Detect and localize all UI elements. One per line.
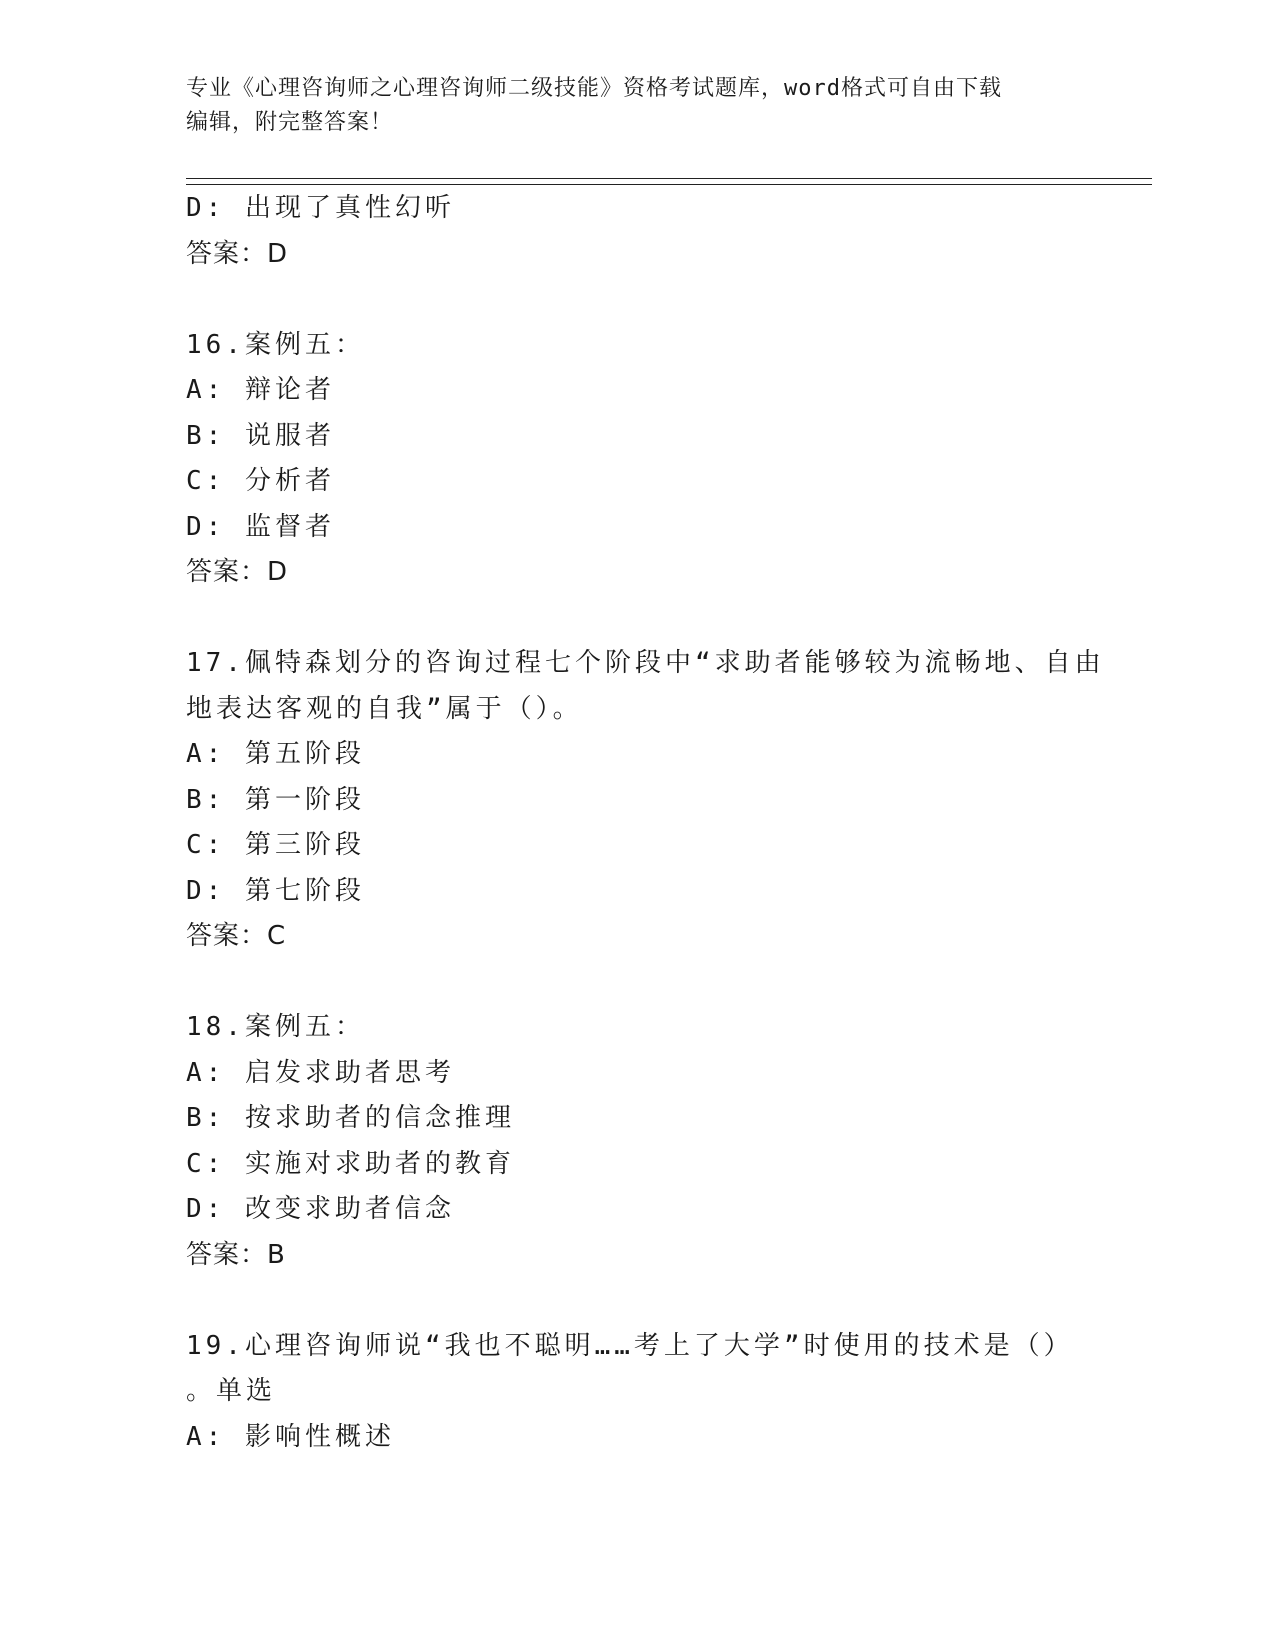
spacer (186, 960, 1086, 1006)
answer-line: 答案：D (186, 238, 289, 269)
question-stem-line-2: 地表达客观的自我”属于（）。 (186, 693, 583, 724)
option-a: A: 影响性概述 (186, 1421, 395, 1452)
spacer (186, 596, 1086, 642)
question-block-prev (186, 186, 1086, 277)
option-c: C: 实施对求助者的教育 (186, 1148, 515, 1179)
option-a: A: 第五阶段 (186, 739, 365, 769)
answer-line: 答案：D (186, 557, 289, 587)
header-divider (186, 178, 1152, 185)
question-block-18 (186, 1005, 1086, 1278)
option-b: B: 说服者 (186, 420, 335, 451)
question-stem-line-1: 19.心理咨询师说“我也不聪明……考上了大学”时使用的技术是（） (186, 1330, 1074, 1361)
header-title-line-2: 编辑，附完整答案！ (186, 110, 394, 135)
option-d: D: 出现了真性幻听 (186, 193, 455, 223)
question-stem: 16.案例五： (186, 329, 365, 360)
question-block-17 (186, 641, 1105, 960)
option-b: B: 按求助者的信念推理 (186, 1103, 515, 1133)
answer-line: 答案：C (186, 921, 287, 951)
question-stem-line-1: 17.佩特森划分的咨询过程七个阶段中“求助者能够较为流畅地、自由 (186, 648, 1105, 678)
option-d: D: 监督者 (186, 511, 335, 542)
question-block-19 (186, 1324, 1086, 1461)
option-d: D: 第七阶段 (186, 875, 365, 906)
spacer (186, 1278, 1086, 1324)
question-stem-line-2: 。单选 (186, 1376, 277, 1406)
answer-line: 答案：B (186, 1239, 286, 1270)
question-stem: 18.案例五： (186, 1012, 365, 1042)
option-d: D: 改变求助者信念 (186, 1194, 455, 1224)
option-c: C: 第三阶段 (186, 830, 365, 860)
question-block-16 (186, 323, 1086, 596)
option-a: A: 辩论者 (186, 375, 335, 405)
option-a: A: 启发求助者思考 (186, 1057, 455, 1088)
option-b: B: 第一阶段 (186, 784, 365, 815)
question-list (186, 186, 1105, 1460)
spacer (186, 277, 1086, 323)
header-title-line-1: 专业《心理咨询师之心理咨询师二级技能》资格考试题库，word格式可自由下载 (186, 76, 1002, 101)
option-c: C: 分析者 (186, 466, 335, 496)
page-header (186, 72, 1066, 140)
